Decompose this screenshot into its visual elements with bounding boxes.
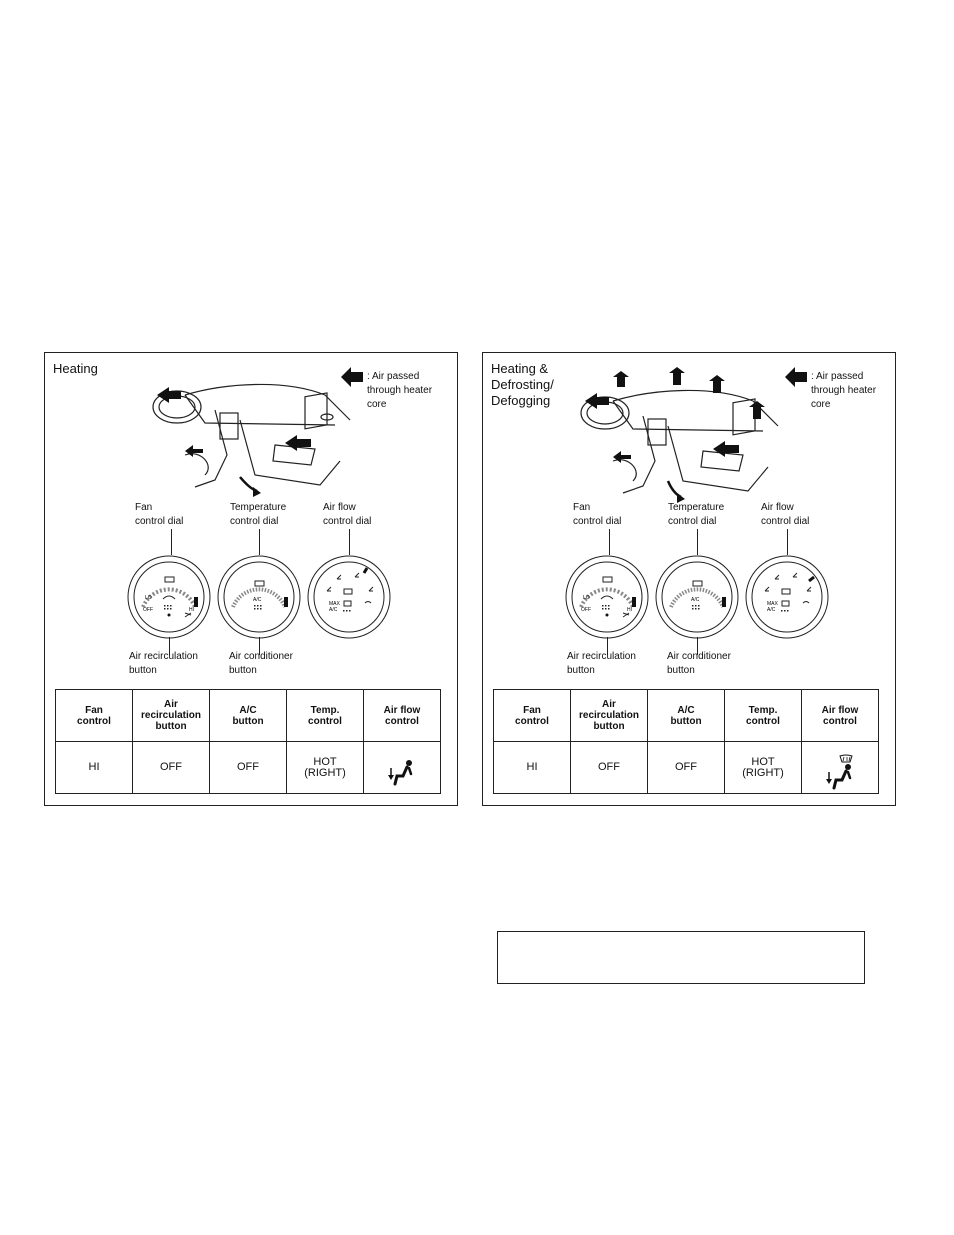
value-ac: OFF	[210, 742, 287, 794]
recirc-button-label: Air recirculation button	[129, 651, 198, 676]
airflow-control-dial[interactable]	[307, 555, 391, 639]
temp-dial-label: Temperature control dial	[230, 502, 287, 527]
value-airflow	[364, 742, 441, 794]
header-temp: Temp. control	[725, 690, 802, 742]
value-recirc: OFF	[133, 742, 210, 794]
fan-control-dial[interactable]	[127, 555, 211, 639]
dial-lo-mark: LO	[583, 595, 590, 601]
legend-text: : Air passed through heater core	[811, 371, 877, 410]
fan-control-dial[interactable]	[565, 555, 649, 639]
dashboard-illustration	[573, 363, 783, 503]
dashboard-illustration	[145, 365, 355, 497]
dial-max-mark: MAX	[767, 601, 778, 607]
heating-defrosting-panel	[482, 352, 896, 806]
header-airflow: Air flow control	[364, 690, 441, 742]
fan-dial-label: Fan control dial	[135, 502, 184, 527]
header-fan: Fan control	[56, 690, 133, 742]
airflow-dial-label: Air flow control dial	[323, 502, 372, 527]
value-ac: OFF	[648, 742, 725, 794]
heating-panel	[44, 352, 458, 806]
header-recirc: Air recirculation button	[133, 690, 210, 742]
foot-vent-icon	[387, 758, 417, 786]
header-ac: A/C button	[210, 690, 287, 742]
dial-lo-mark: LO	[145, 595, 152, 601]
dial-hi-mark: HI	[189, 607, 194, 613]
airflow-control-dial[interactable]	[745, 555, 829, 639]
value-fan: HI	[494, 742, 571, 794]
header-recirc: Air recirculation button	[571, 690, 648, 742]
header-ac: A/C button	[648, 690, 725, 742]
recirc-button-label: Air recirculation button	[567, 651, 636, 676]
panel-title: Heating & Defrosting/ Defogging	[491, 361, 554, 408]
header-airflow: Air flow control	[802, 690, 879, 742]
legend-text: : Air passed through heater core	[367, 371, 433, 410]
dial-max-mark: MAX	[329, 601, 340, 607]
dial-max-ac-mark: A/C	[767, 607, 776, 613]
ac-button-label: Air conditioner button	[229, 651, 293, 676]
dial-off-mark: OFF	[143, 607, 153, 613]
empty-note-box	[497, 931, 865, 984]
heater-air-arrow-icon	[785, 367, 807, 387]
temperature-control-dial[interactable]	[655, 555, 739, 639]
dial-ac-mark: A/C	[691, 597, 700, 603]
fan-dial-label: Fan control dial	[573, 502, 622, 527]
value-temp: HOT (RIGHT)	[725, 742, 802, 794]
header-temp: Temp. control	[287, 690, 364, 742]
value-recirc: OFF	[571, 742, 648, 794]
panel-title: Heating	[53, 361, 98, 376]
settings-table	[493, 689, 879, 794]
value-fan: HI	[56, 742, 133, 794]
ac-button-label: Air conditioner button	[667, 651, 731, 676]
value-temp: HOT (RIGHT)	[287, 742, 364, 794]
dial-ac-mark: A/C	[253, 597, 262, 603]
airflow-dial-label: Air flow control dial	[761, 502, 810, 527]
dial-hi-mark: HI	[627, 607, 632, 613]
temperature-control-dial[interactable]	[217, 555, 301, 639]
foot-defrost-vent-icon	[824, 754, 856, 790]
value-airflow	[802, 742, 879, 794]
temp-dial-label: Temperature control dial	[668, 502, 725, 527]
settings-table	[55, 689, 441, 794]
dial-max-ac-mark: A/C	[329, 607, 338, 613]
dial-off-mark: OFF	[581, 607, 591, 613]
header-fan: Fan control	[494, 690, 571, 742]
